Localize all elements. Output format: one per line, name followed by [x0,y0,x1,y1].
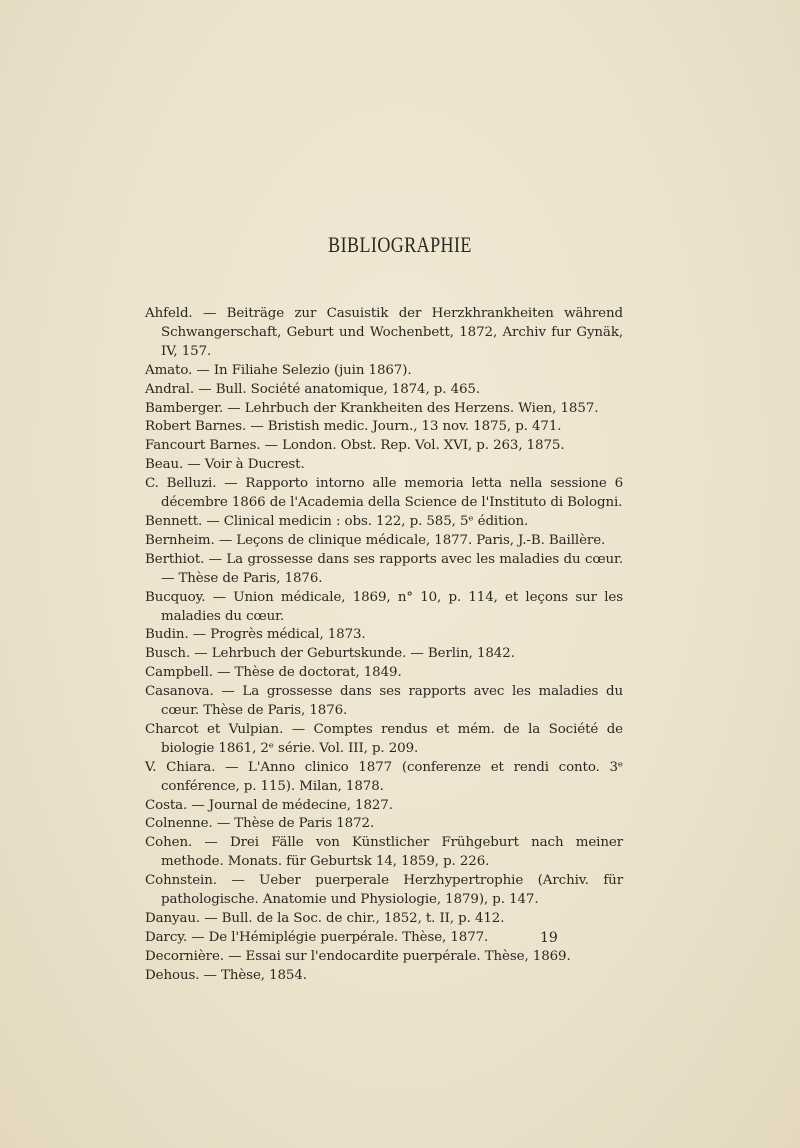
bibliography-entry: Amato. — In Filiahe Selezio (juin 1867). [145,362,412,378]
bibliography-entry: Robert Barnes. — Bristish medic. Journ., 13 nov. 1875, p. 471. [145,419,562,435]
bibliography-entry: Decornière. — Essai sur l'endocardite puerpérale. Thèse, 1869. [145,948,571,964]
bibliography-entry: Bucquoy. — Union médicale, 1869, n° 10, p. 114, et leçons sur les maladies du cœur. [145,589,623,624]
bibliography-list [145,305,623,986]
bibliography-entry: Ahfeld. — Beiträge zur Casuistik der Herzkhrankheiten während Schwangerschaft, Geburt und Wochenbett, 1872, Archiv fur Gynäk, IV, 157. [145,306,623,359]
bibliography-entry: Bernheim. — Leçons de clinique médicale, 1877. Paris, J.-B. Baillère. [145,532,606,548]
bibliography-entry: Bamberger. — Lehrbuch der Krankheiten des Herzens. Wien, 1857. [145,400,599,416]
bibliography-entry: Andral. — Bull. Société anatomique, 1874, p. 465. [145,381,480,397]
bibliography-entry: Costa. — Journal de médecine, 1827. [145,797,393,813]
bibliography-entry: Colnenne. — Thèse de Paris 1872. [145,816,375,832]
bibliography-entry: Cohen. — Drei Fälle von Künstlicher Frühgeburt nach meiner methode. Monats. für Geburtsk 14, 1859, p. 226. [145,835,623,870]
bibliography-entry: Dehous. — Thèse, 1854. [145,967,307,983]
bibliography-entry: V. Chiara. — L'Anno clinico 1877 (conferenze et rendi conto. 3ᵉ conférence, p. 115). Milan, 1878. [145,759,623,794]
bibliography-entry: Budin. — Progrès médical, 1873. [145,627,366,643]
bibliography-entry: Cohnstein. — Ueber puerperale Herzhypertrophie (Archiv. für pathologische. Anatomie und Physiologie, 1879), p. 147. [145,873,623,908]
bibliography-entry: Campbell. — Thèse de doctorat, 1849. [145,665,402,681]
bibliography-entry: Casanova. — La grossesse dans ses rapports avec les maladies du cœur. Thèse de Paris, 1876. [145,684,623,719]
bibliography-entry: Charcot et Vulpian. — Comptes rendus et mém. de la Société de biologie 1861, 2ᵉ série. Vol. III, p. 209. [145,721,623,756]
bibliography-entry: Bennett. — Clinical medicin : obs. 122, p. 585, 5ᵉ édition. [145,513,529,529]
bibliography-entry: Berthiot. — La grossesse dans ses rapports avec les maladies du cœur. — Thèse de Paris, 1876. [145,551,623,586]
bibliography-entry: C. Belluzi. — Rapporto intorno alle memoria letta nella sessione 6 décembre 1866 de l'Academia della Science de l'Instituto di Bologni. [145,476,623,511]
bibliography-entry: Busch. — Lehrbuch der Geburtskunde. — Berlin, 1842. [145,646,515,662]
page-title: BIBLIOGRAPHIE [328,232,472,257]
bibliography-entry: Fancourt Barnes. — London. Obst. Rep. Vol. XVI, p. 263, 1875. [145,438,565,454]
bibliography-entry: Darcy. — De l'Hémiplégie puerpérale. Thèse, 1877. [145,929,489,945]
paper-texture [150,95,630,295]
bibliography-entry: Beau. — Voir à Ducrest. [145,457,305,473]
page-number: 19 [540,930,558,946]
bibliography-entry: Danyau. — Bull. de la Soc. de chir., 1852, t. II, p. 412. [145,911,505,926]
